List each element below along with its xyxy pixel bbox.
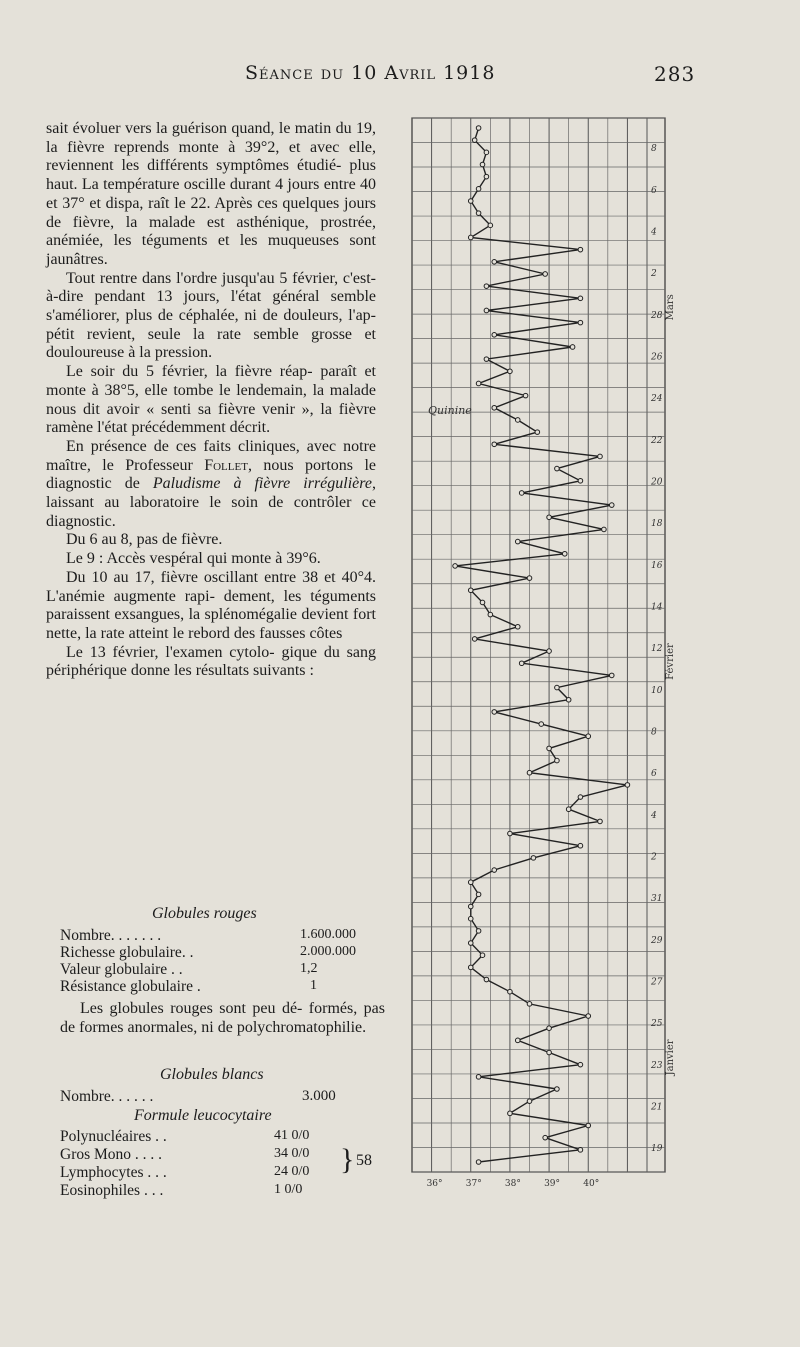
paragraph: Le soir du 5 février, la fièvre réap- paraît et monte à 38°5, elle tombe le lendemain, la malade nous dit avoir « senti sa fièvre venir », la fièvre ramène l'état précédemment décrit. bbox=[46, 363, 376, 437]
gr-value: 1,2 bbox=[300, 961, 318, 976]
month-label: Janvier bbox=[665, 1039, 676, 1076]
paragraph: Les globules rouges sont peu dé- formés, pas de formes anormales, ni de polychromatophilie. bbox=[60, 1000, 385, 1036]
day-label: 14 bbox=[651, 602, 663, 613]
temperature-point bbox=[578, 478, 583, 483]
fl-value: 41 0/0 bbox=[274, 1128, 310, 1143]
paragraph: Le 9 : Accès vespéral qui monte à 39°6. bbox=[66, 550, 321, 568]
temperature-point bbox=[566, 807, 571, 812]
temperature-point bbox=[609, 673, 614, 678]
temperature-point bbox=[586, 1123, 591, 1128]
temperature-point bbox=[488, 612, 493, 617]
fl-label: Lymphocytes . . . bbox=[60, 1164, 167, 1181]
temperature-point bbox=[484, 308, 489, 313]
temperature-point bbox=[602, 527, 607, 532]
temp-tick-label: 39° bbox=[544, 1179, 561, 1189]
gr-label: Résistance globulaire . bbox=[60, 978, 201, 995]
running-head: Séance du 10 Avril 1918 bbox=[245, 62, 496, 84]
paragraph: Le 13 février, l'examen cytolo- gique du sang périphérique donne les résultats suivants : bbox=[46, 643, 376, 680]
temperature-point bbox=[468, 199, 473, 204]
gr-value: 1 bbox=[310, 978, 317, 993]
temperature-line bbox=[455, 128, 627, 1162]
temperature-point bbox=[480, 600, 485, 605]
temperature-point bbox=[508, 1111, 513, 1116]
temperature-point bbox=[527, 1002, 532, 1007]
temperature-point bbox=[578, 296, 583, 301]
temperature-point bbox=[598, 454, 603, 459]
temperature-point bbox=[515, 624, 520, 629]
temperature-point bbox=[527, 576, 532, 581]
text-run: , laissant au laboratoire le soin de contrôler ce diagnostic. bbox=[46, 475, 377, 530]
paragraph: Tout rentre dans l'ordre jusqu'au 5 février, c'est-à-dire pendant 13 jours, l'état général semble s'améliorer, plus de céphalée, ni de douleurs, l'ap- pétit revient, seule la rate semble grosse et douloureuse à la pression. bbox=[46, 269, 376, 362]
temperature-point bbox=[515, 1038, 520, 1043]
temp-tick-label: 36° bbox=[426, 1179, 443, 1189]
day-label: 12 bbox=[651, 644, 663, 655]
temperature-point bbox=[578, 843, 583, 848]
temperature-point bbox=[609, 503, 614, 508]
temperature-point bbox=[598, 819, 603, 824]
temp-tick-label: 40° bbox=[583, 1179, 600, 1189]
temperature-point bbox=[578, 795, 583, 800]
temperature-point bbox=[468, 965, 473, 970]
temperature-point bbox=[508, 369, 513, 374]
day-label: 10 bbox=[651, 685, 663, 696]
temperature-point bbox=[476, 1160, 481, 1165]
diagnosis: Paludisme à fièvre irrégulière bbox=[152, 475, 373, 493]
temperature-point bbox=[476, 1075, 481, 1080]
day-label: 23 bbox=[651, 1060, 663, 1071]
temperature-point bbox=[519, 491, 524, 496]
temperature-point bbox=[562, 551, 567, 556]
temperature-point bbox=[566, 697, 571, 702]
day-label: 20 bbox=[651, 477, 663, 488]
temperature-point bbox=[484, 174, 489, 179]
chart-grid bbox=[412, 118, 665, 1172]
day-label: 18 bbox=[651, 519, 663, 530]
temperature-point bbox=[508, 831, 513, 836]
temperature-point bbox=[472, 637, 477, 642]
paragraph: sait évoluer vers la guérison quand, le matin du 19, la fièvre reprends monte à 39°2, et avec elle, reviennent les différents symptômes étudié- plus haut. La température oscille durant 4 jours entre 40 et 37° et dispa, raît le 22. Après ces quelques jours de fièvre, la malade est asthénique, prostrée, anémiée, les téguments et les muqueuses sont jaunâtres. bbox=[46, 120, 376, 268]
temperature-point bbox=[547, 746, 552, 751]
temperature-point bbox=[570, 345, 575, 350]
temperature-point bbox=[531, 856, 536, 861]
temp-tick-label: 38° bbox=[504, 1179, 521, 1189]
temperature-point bbox=[484, 357, 489, 362]
temperature-point bbox=[523, 393, 528, 398]
temperature-point bbox=[476, 187, 481, 192]
temperature-point bbox=[555, 1087, 560, 1092]
temperature-point bbox=[578, 1062, 583, 1067]
temperature-point bbox=[547, 1026, 552, 1031]
temperature-point bbox=[468, 941, 473, 946]
day-label: 2 bbox=[651, 852, 657, 863]
mono-lympho-total: 58 bbox=[356, 1152, 372, 1169]
gb-value: 3.000 bbox=[302, 1088, 336, 1104]
temperature-point bbox=[476, 381, 481, 386]
temperature-point bbox=[547, 1050, 552, 1055]
day-label: 4 bbox=[651, 227, 657, 238]
temperature-point bbox=[519, 661, 524, 666]
fl-label: Polynucléaires . . bbox=[60, 1128, 167, 1145]
temperature-point bbox=[480, 953, 485, 958]
temperature-point bbox=[484, 150, 489, 155]
fl-value: 34 0/0 bbox=[274, 1146, 310, 1161]
formule-title: Formule leucocytaire bbox=[134, 1107, 272, 1124]
temperature-point bbox=[578, 320, 583, 325]
page-number: 283 bbox=[654, 62, 696, 86]
temperature-point bbox=[547, 649, 552, 654]
temperature-point bbox=[547, 515, 552, 520]
temperature-point bbox=[468, 916, 473, 921]
temperature-point bbox=[472, 138, 477, 143]
temperature-point bbox=[625, 783, 630, 788]
temperature-point bbox=[508, 989, 513, 994]
paragraph: Du 10 au 17, fièvre oscillant entre 38 et 40°4. L'anémie augmente rapi- dement, les téguments paraissent exsangues, la splénomégalie devient fort nette, la rate atteint le rebord des fausses côtes bbox=[46, 568, 376, 642]
temperature-point bbox=[527, 1099, 532, 1104]
day-label: 6 bbox=[651, 185, 657, 196]
temperature-point bbox=[555, 685, 560, 690]
day-label: 26 bbox=[651, 352, 663, 363]
temperature-point bbox=[468, 904, 473, 909]
fl-value: 1 0/0 bbox=[274, 1182, 303, 1197]
month-label: Février bbox=[665, 643, 676, 680]
temperature-point bbox=[527, 770, 532, 775]
temperature-point bbox=[468, 235, 473, 240]
day-label: 16 bbox=[651, 560, 663, 571]
paragraph: Du 6 au 8, pas de fièvre. bbox=[66, 531, 223, 549]
day-label: 24 bbox=[651, 394, 663, 405]
globules-blancs-title: Globules blancs bbox=[160, 1066, 264, 1083]
brace: } bbox=[340, 1143, 355, 1176]
temperature-point bbox=[543, 1135, 548, 1140]
temperature-point bbox=[492, 405, 497, 410]
fl-label: Eosinophiles . . . bbox=[60, 1182, 164, 1199]
temperature-point bbox=[492, 868, 497, 873]
temperature-point bbox=[480, 162, 485, 167]
quinine-annotation: Quinine bbox=[428, 404, 472, 417]
day-label: 22 bbox=[651, 435, 663, 446]
temperature-point bbox=[492, 260, 497, 265]
temperature-point bbox=[488, 223, 493, 228]
temperature-point bbox=[492, 442, 497, 447]
temperature-point bbox=[453, 564, 458, 569]
text-run: En présence de ces faits cliniques, avec notre maître, le Professeur bbox=[46, 437, 376, 474]
day-label: 2 bbox=[651, 269, 657, 280]
day-label: 19 bbox=[651, 1144, 663, 1155]
temperature-point bbox=[492, 710, 497, 715]
temperature-point bbox=[543, 272, 548, 277]
temperature-point bbox=[586, 734, 591, 739]
day-label: 31 bbox=[651, 894, 663, 905]
globules-rouges-title: Globules rouges bbox=[152, 905, 257, 922]
temperature-point bbox=[515, 418, 520, 423]
day-label: 27 bbox=[651, 977, 663, 988]
gb-label: Nombre. . . . . . bbox=[60, 1088, 154, 1105]
temperature-point bbox=[535, 430, 540, 435]
temperature-point bbox=[555, 758, 560, 763]
day-label: 29 bbox=[651, 935, 663, 946]
gr-label: Richesse globulaire. . bbox=[60, 944, 194, 961]
temperature-points bbox=[453, 126, 630, 1165]
day-label: 21 bbox=[651, 1102, 663, 1113]
temperature-point bbox=[476, 211, 481, 216]
month-label: Mars bbox=[665, 294, 676, 321]
temperature-point bbox=[539, 722, 544, 727]
temperature-point bbox=[476, 892, 481, 897]
day-label: 8 bbox=[651, 144, 657, 155]
temperature-point bbox=[578, 1148, 583, 1153]
temperature-point bbox=[484, 284, 489, 289]
gr-label: Nombre. . . . . . . bbox=[60, 927, 162, 944]
temperature-point bbox=[484, 977, 489, 982]
temperature-point bbox=[555, 466, 560, 471]
temperature-point bbox=[586, 1014, 591, 1019]
day-label: 6 bbox=[651, 769, 657, 780]
day-label: 25 bbox=[651, 1019, 663, 1030]
gr-value: 1.600.000 bbox=[300, 927, 356, 942]
day-label: 28 bbox=[651, 310, 663, 321]
temperature-point bbox=[578, 247, 583, 252]
author-name: Follet bbox=[204, 456, 248, 474]
temperature-point bbox=[476, 929, 481, 934]
temperature-point bbox=[476, 126, 481, 131]
gr-value: 2.000.000 bbox=[300, 944, 356, 959]
temperature-point bbox=[492, 333, 497, 338]
text-run: , nous portons le diagnostic de bbox=[46, 456, 376, 493]
gr-label: Valeur globulaire . . bbox=[60, 961, 183, 978]
temperature-point bbox=[468, 880, 473, 885]
temperature-point bbox=[515, 539, 520, 544]
day-label: 8 bbox=[651, 727, 657, 738]
fl-value: 24 0/0 bbox=[274, 1164, 310, 1179]
day-label: 4 bbox=[651, 810, 657, 821]
fl-label: Gros Mono . . . . bbox=[60, 1146, 163, 1163]
temperature-point bbox=[468, 588, 473, 593]
temp-tick-label: 37° bbox=[465, 1179, 482, 1189]
